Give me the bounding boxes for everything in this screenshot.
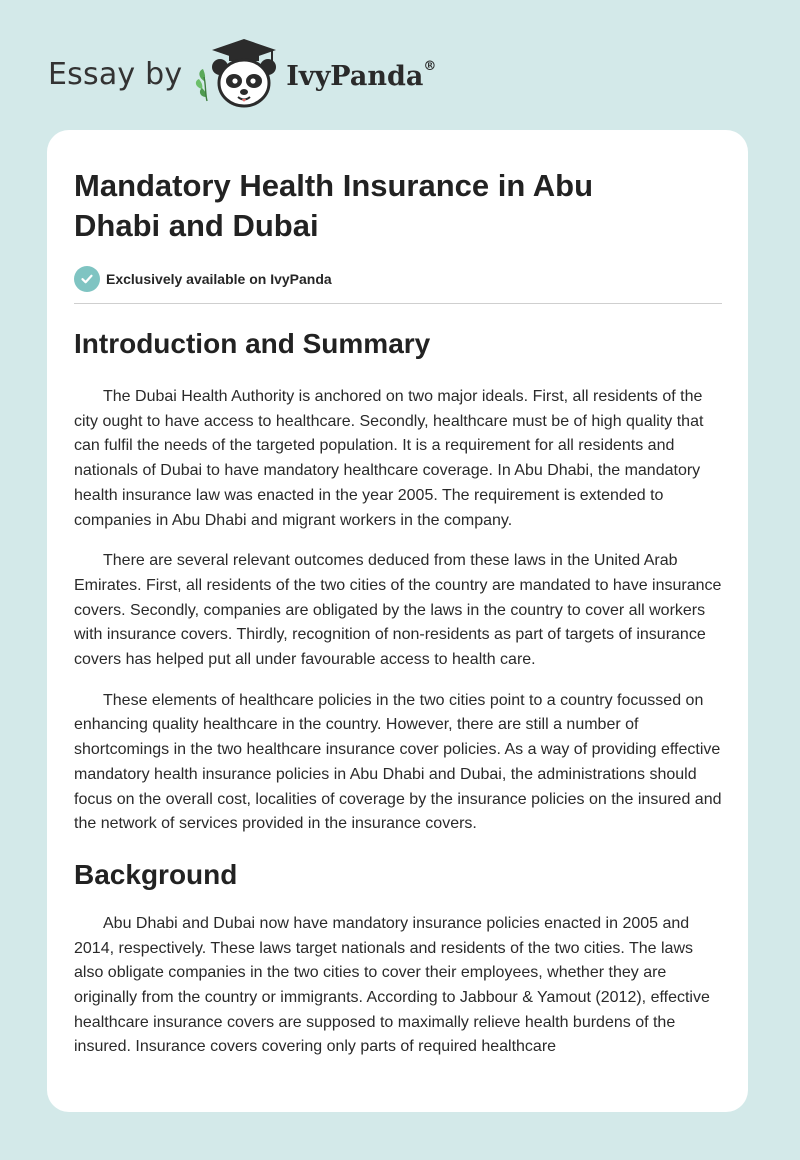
- essay-card: [47, 130, 748, 1112]
- site-header-logo[interactable]: [48, 34, 436, 114]
- brand-name: [286, 58, 437, 92]
- exclusive-badge-text: Exclusively available on IvyPanda: [106, 271, 332, 287]
- ivypanda-logo[interactable]: [192, 37, 436, 111]
- registered-mark: ®: [423, 58, 437, 74]
- paragraph: There are several relevant outcomes deduced from these laws in the United Arab Emirates. First, all residents of the two cities of the country are mandated to have insurance covers. Secondly, companies are obligated by the laws in the country to cover all workers with insurance covers. Thirdly, recognition of non-residents as part of targets of insurance covers has helped put all under favourable access to health care.: [74, 552, 722, 669]
- brand-name-text: IvyPanda: [286, 60, 424, 92]
- paragraph: The Dubai Health Authority is anchored on two major ideals. First, all residents of the city ought to have access to healthcare. Secondly, healthcare must be of high quality that can fulfil the needs of the targeted population. It is a requirement for all residents and nationals of Dubai to have mandatory healthcare coverage. In Abu Dhabi, the mandatory health insurance law was enacted in the year 2005. The requirement is extended to companies in Abu Dhabi and migrant workers in the company.: [74, 388, 704, 529]
- section-heading: Introduction and Summary: [74, 328, 431, 359]
- panda-graduate-icon: [192, 37, 284, 111]
- exclusive-badge: [74, 266, 722, 292]
- paragraph: Abu Dhabi and Dubai now have mandatory insurance policies enacted in 2005 and 2014, respectively. These laws target nationals and residents of the two cities. The laws also obligate companies in the two cities to cover their employees, whether they are originally from the country or immigrants. According to Jabbour & Yamout (2012), effective healthcare insurance covers are supposed to maximally relieve health burdens of the insured. Insurance covers covering only parts of required healthcare: [74, 914, 710, 1056]
- paragraph: These elements of healthcare policies in the two cities point to a country focussed on enhancing quality healthcare in the country. However, there are still a number of shortcomings in the two healthcare insurance cover policies. As a way of providing effective mandatory health insurance policies in Abu Dhabi and Dubai, the administrations should focus on the overall cost, localities of coverage by the insurance policies on the insured and the network of services provided in the insurance covers.: [74, 691, 722, 833]
- essay-by-label: Essay by: [48, 56, 183, 92]
- page-title: Mandatory Health Insurance in Abu Dhabi and Dubai: [74, 168, 594, 243]
- divider: [74, 303, 722, 304]
- section-introduction: [74, 326, 722, 837]
- check-circle-icon: [74, 266, 100, 292]
- section-heading: Background: [74, 858, 238, 890]
- section-background: [74, 857, 722, 1060]
